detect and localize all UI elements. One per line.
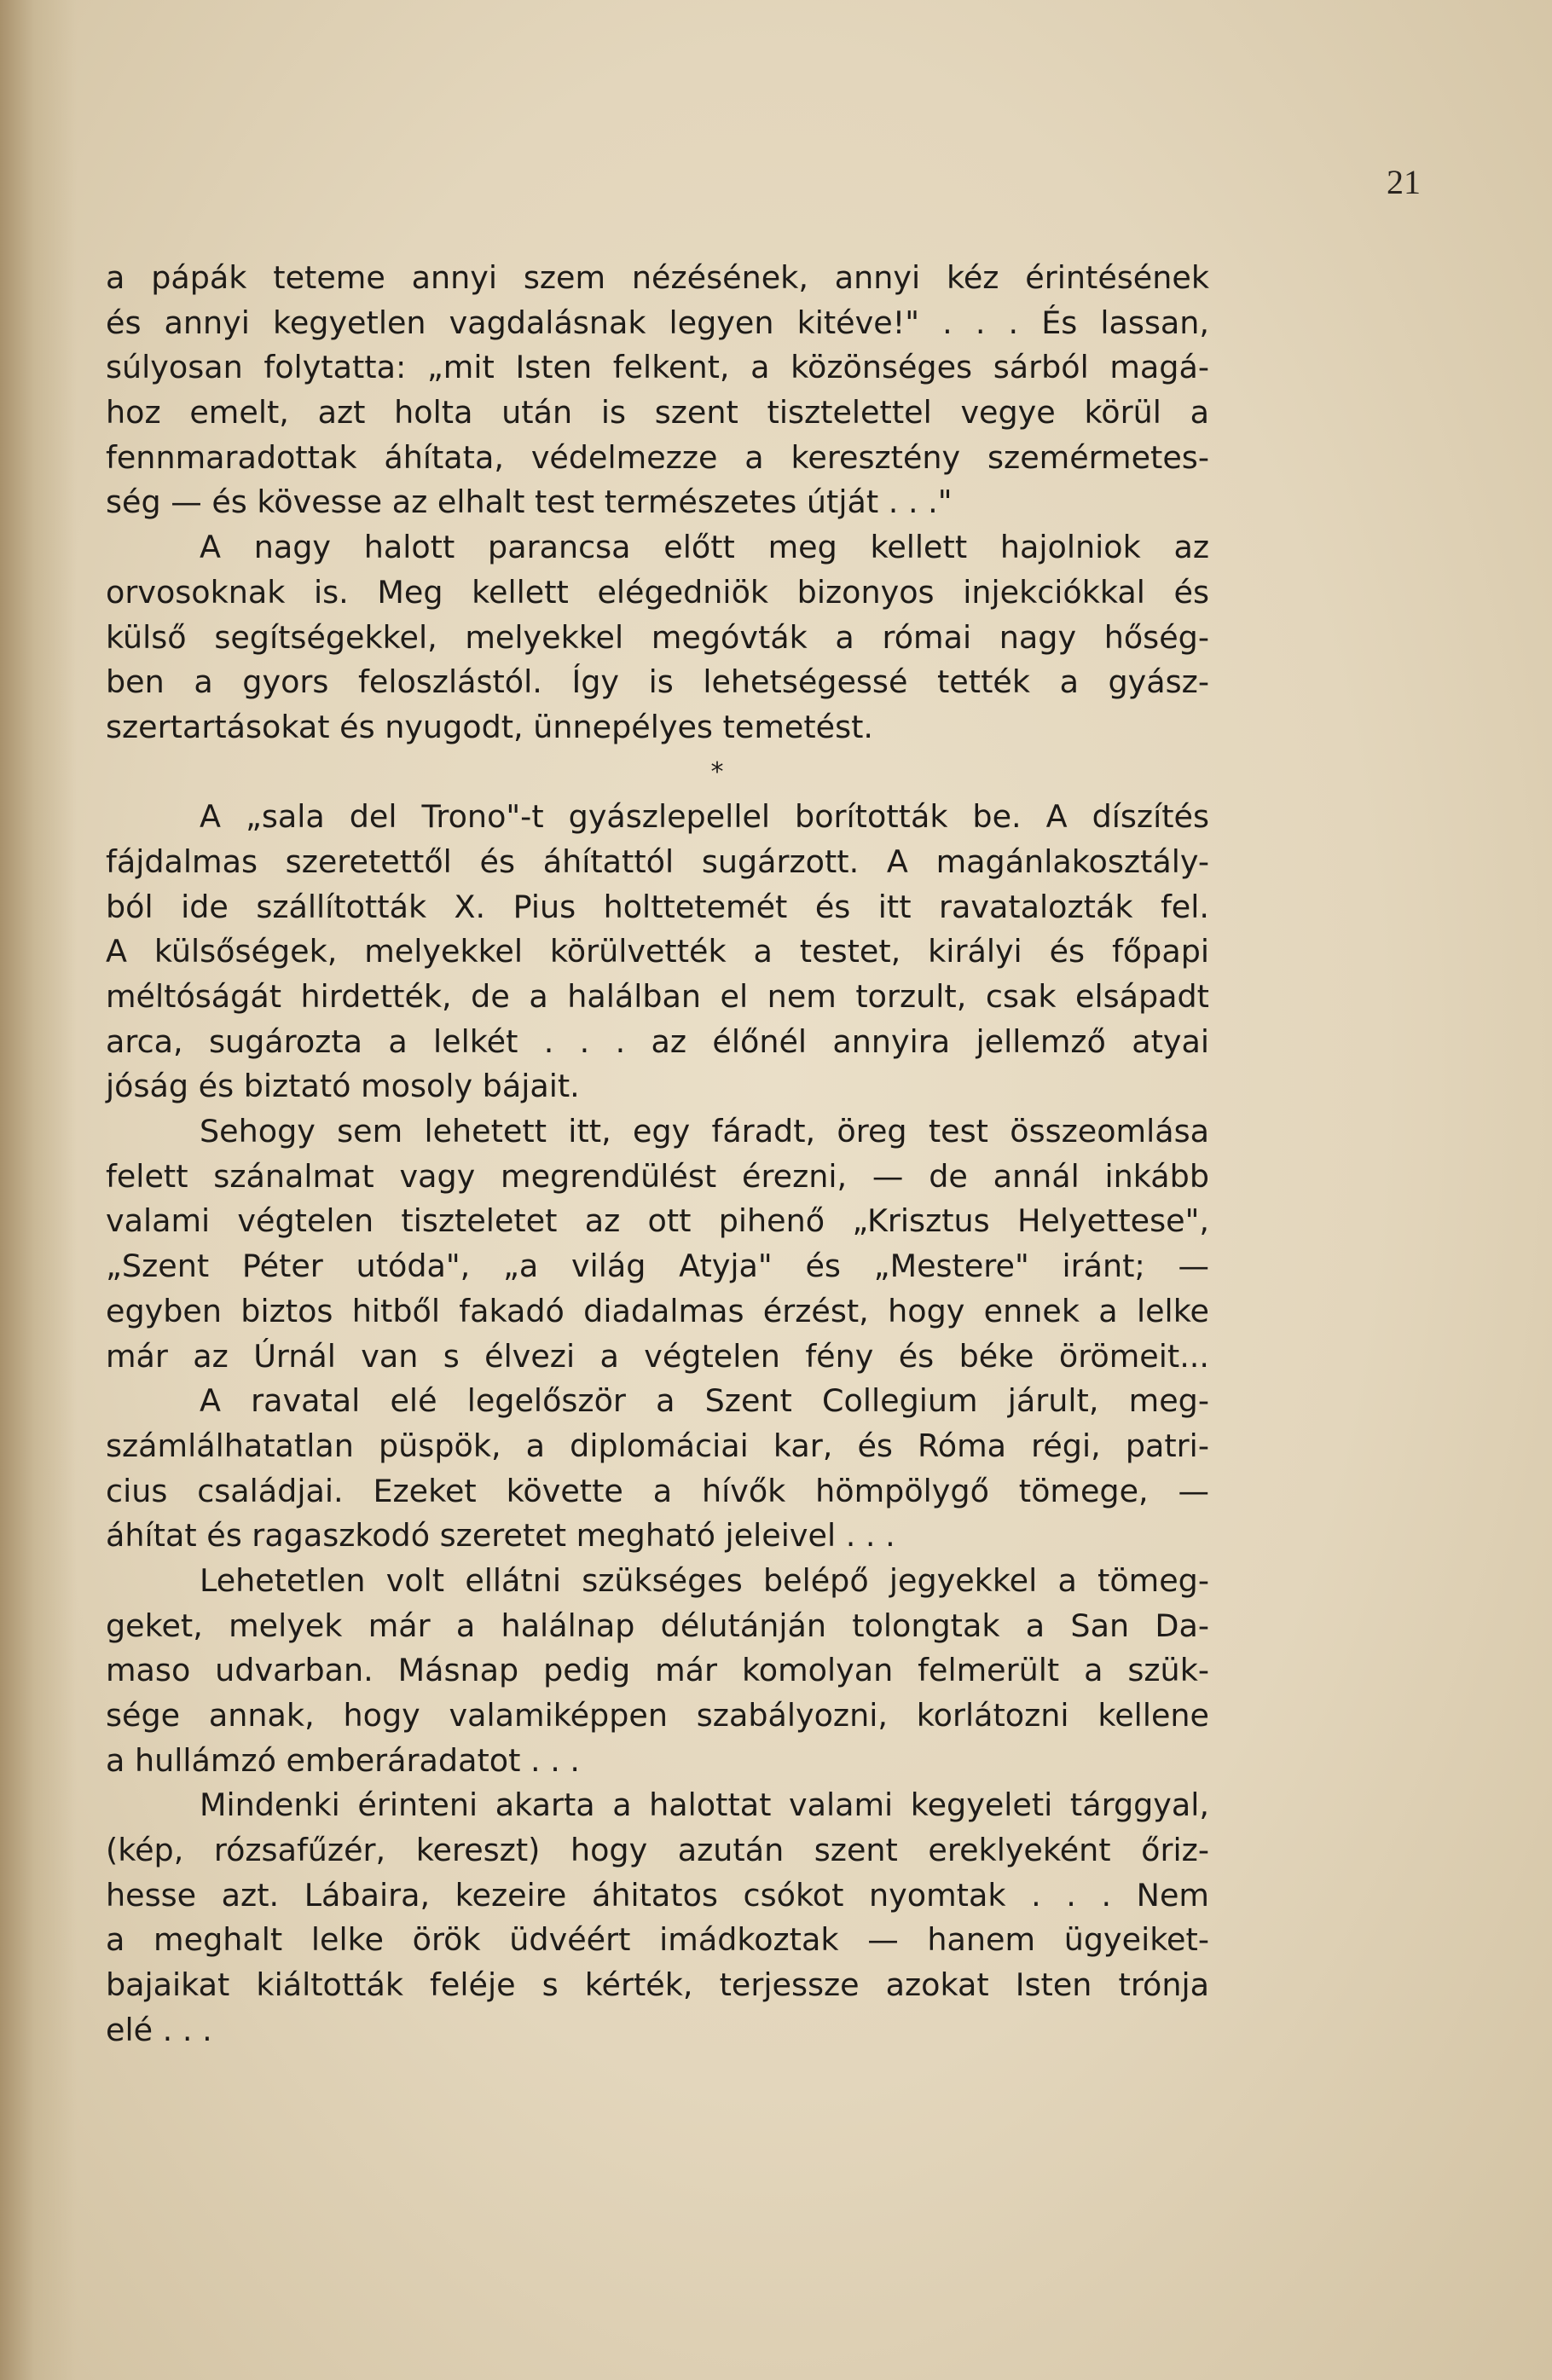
text-line: ség — és kövesse az elhalt test természetes útját . . ." xyxy=(106,484,953,521)
text-line: Lehetetlen volt ellátni szükséges belépő jegyekkel a tömeg- xyxy=(200,1561,1209,1599)
text-line: A ravatal elé legelőször a Szent Collegium járult, meg- xyxy=(200,1382,1209,1420)
text-line: méltóságát hirdették, de a halálban el nem torzult, csak elsápadt xyxy=(106,978,1209,1015)
section-separator-star: * xyxy=(710,756,724,787)
text-line: egyben biztos hitből fakadó diadalmas érzést, hogy ennek a lelke xyxy=(106,1292,1209,1329)
text-line: valami végtelen tiszteletet az ott pihenő „Krisztus Helyettese", xyxy=(106,1202,1209,1240)
page-number: 21 xyxy=(1387,163,1421,201)
text-line: A külsőségek, melyekkel körülvették a testet, királyi és főpapi xyxy=(106,933,1209,970)
text-line: és annyi kegyetlen vagdalásnak legyen kitéve!" . . . És lassan, xyxy=(106,304,1209,341)
text-line: ból ide szállították X. Pius holttetemét és itt ravatalozták fel. xyxy=(106,888,1209,925)
text-line: jóság és biztató mosoly bájait. xyxy=(106,1068,580,1105)
text-line: áhítat és ragaszkodó szeretet megható jeleivel . . . xyxy=(106,1517,895,1555)
text-line: sége annak, hogy valamiképpen szabályozni, korlátozni kellene xyxy=(106,1697,1209,1734)
text-line: arca, sugározta a lelkét . . . az élőnél annyira jellemző atyai xyxy=(106,1022,1209,1060)
text-line: orvosoknak is. Meg kellett elégedniök bizonyos injekciókkal és xyxy=(106,573,1209,611)
text-line: felett szánalmat vagy megrendülést érezni, — de annál inkább xyxy=(106,1157,1209,1195)
text-line: számlálhatatlan püspök, a diplomáciai kar, és Róma régi, patri- xyxy=(106,1427,1209,1464)
text-line: elé . . . xyxy=(106,2011,212,2048)
body-text xyxy=(106,256,1209,2053)
text-line: ben a gyors feloszlástól. Így is lehetségessé tették a gyász- xyxy=(106,663,1209,701)
text-line: külső segítségekkel, melyekkel megóvták a római nagy hőség- xyxy=(106,618,1209,656)
text-line: fájdalmas szeretettől és áhítattól sugárzott. A magánlakosztály- xyxy=(106,843,1209,880)
text-line: már az Úrnál van s élvezi a végtelen fény és béke örömeit... xyxy=(106,1337,1209,1375)
text-line: a hullámzó emberáradatot . . . xyxy=(106,1741,581,1779)
text-line: cius családjai. Ezeket követte a hívők hömpölygő tömege, — xyxy=(106,1472,1209,1509)
text-line: A nagy halott parancsa előtt meg kellett hajolniok az xyxy=(200,529,1209,566)
text-line: „Szent Péter utóda", „a világ Atyja" és „Mestere" iránt; — xyxy=(106,1248,1209,1285)
text-line: geket, melyek már a halálnap délutánján tolongtak a San Da- xyxy=(106,1607,1209,1644)
text-line: bajaikat kiáltották feléje s kérték, terjessze azokat Isten trónja xyxy=(106,1966,1209,2004)
text-line: hoz emelt, azt holta után is szent tisztelettel vegye körül a xyxy=(106,394,1209,431)
text-line: hesse azt. Lábaira, kezeire áhitatos csókot nyomtak . . . Nem xyxy=(106,1876,1209,1914)
text-line: szertartásokat és nyugodt, ünnepélyes temetést. xyxy=(106,708,874,745)
text-line: Mindenki érinteni akarta a halottat valami kegyeleti tárggyal, xyxy=(200,1786,1209,1824)
text-line: (kép, rózsafűzér, kereszt) hogy azután szent ereklyeként őriz- xyxy=(106,1832,1209,1869)
text-line: Sehogy sem lehetett itt, egy fáradt, öreg test összeomlása xyxy=(200,1113,1209,1150)
text-line: maso udvarban. Másnap pedig már komolyan felmerült a szük- xyxy=(106,1652,1209,1689)
text-line: fennmaradottak áhítata, védelmezze a keresztény szemérmetes- xyxy=(106,438,1209,476)
text-line: a meghalt lelke örök üdvéért imádkoztak — hanem ügyeiket- xyxy=(106,1921,1209,1959)
text-line: A „sala del Trono"-t gyászlepellel borították be. A díszítés xyxy=(200,798,1209,836)
text-line: súlyosan folytatta: „mit Isten felkent, a közönséges sárból magá- xyxy=(106,349,1209,386)
text-line: a pápák teteme annyi szem nézésének, annyi kéz érintésének xyxy=(106,259,1209,296)
